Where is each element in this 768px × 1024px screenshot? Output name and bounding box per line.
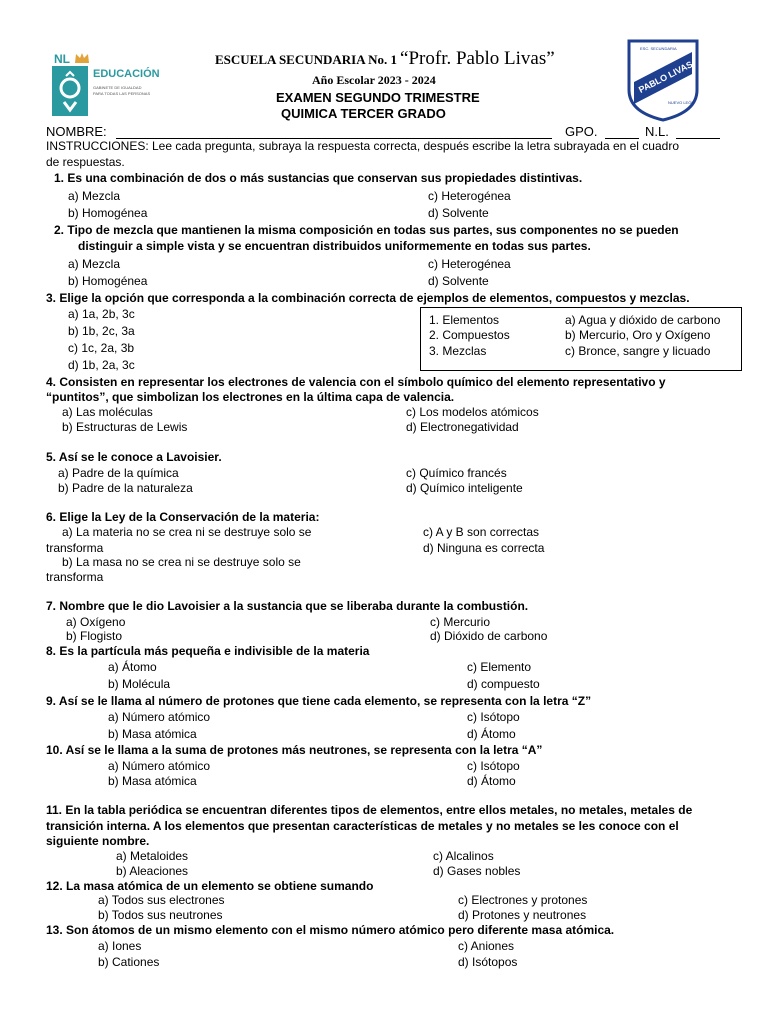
shield-bottom-text: NUEVO LEÓN [668, 100, 695, 105]
q13-option-b[interactable]: b) Cationes [98, 955, 160, 969]
q3-matching-box [420, 307, 742, 371]
q3-option-c[interactable]: c) 1c, 2a, 3b [68, 341, 135, 355]
q1-option-d[interactable]: d) Solvente [428, 206, 489, 220]
q11-option-b[interactable]: b) Aleaciones [116, 864, 189, 878]
name-label: NOMBRE: [46, 124, 107, 139]
question-4-line-2: “puntitos”, que simbolizan los electrones en la última capa de valencia. [46, 390, 455, 404]
q13-option-a[interactable]: a) Iones [98, 939, 142, 953]
q5-option-a[interactable]: a) Padre de la química [58, 466, 179, 480]
q6-option-b-line-1[interactable]: b) La masa no se crea ni se destruye solo se [62, 555, 301, 569]
q2-option-b[interactable]: b) Homogénea [68, 274, 148, 288]
q8-option-a[interactable]: a) Átomo [108, 660, 157, 674]
q9-option-a[interactable]: a) Número atómico [108, 710, 211, 724]
q5-option-c[interactable]: c) Químico francés [406, 466, 507, 480]
question-12: 12. La masa atómica de un elemento se obtiene sumando [46, 879, 374, 893]
q1-option-c[interactable]: c) Heterogénea [428, 189, 511, 203]
q4-option-b[interactable]: b) Estructuras de Lewis [62, 420, 188, 434]
shield-name: PABLO LIVAS [636, 59, 695, 95]
shield-top-text: ESC. SECUNDARIA [640, 46, 677, 51]
q7-option-b[interactable]: b) Flogisto [66, 629, 123, 643]
question-1: 1. Es una combinación de dos o más sustancias que conservan sus propiedades distintivas. [54, 171, 583, 185]
question-11-line-1: 11. En la tabla periódica se encuentran diferentes tipos de elementos, entre ellos metales, no metales, metales de [46, 803, 693, 817]
question-11-line-2: transición interna. A los elementos que presentan características de metales y no metales se les conoce con el [46, 819, 679, 833]
crown-icon [74, 52, 90, 67]
q12-option-d[interactable]: d) Protones y neutrones [458, 908, 587, 922]
question-10: 10. Así se le llama a la suma de protones más neutrones, se representa con la letra “A” [46, 743, 543, 757]
q6-option-c[interactable]: c) A y B son correctas [423, 525, 540, 539]
school-year: Año Escolar 2023 - 2024 [312, 73, 436, 87]
question-6: 6. Elige la Ley de la Conservación de la materia: [46, 510, 320, 524]
q9-option-d[interactable]: d) Átomo [467, 727, 516, 741]
school-name: “Profr. Pablo Livas” [400, 48, 555, 69]
q3-option-d[interactable]: d) 1b, 2a, 3c [68, 358, 135, 372]
q11-option-a[interactable]: a) Metaloides [116, 849, 189, 863]
question-5: 5. Así se le conoce a Lavoisier. [46, 450, 222, 464]
instructions-line-1: INSTRUCCIONES: Lee cada pregunta, subraya la respuesta correcta, después escribe la letra subrayada en el cuadro [46, 139, 679, 153]
q7-option-d[interactable]: d) Dióxido de carbono [430, 629, 548, 643]
q4-option-c[interactable]: c) Los modelos atómicos [406, 405, 539, 419]
q3-option-a[interactable]: a) 1a, 2b, 3c [68, 307, 135, 321]
nl-field[interactable] [676, 138, 720, 139]
school-prefix: ESCUELA SECUNDARIA No. 1 [215, 52, 398, 67]
q9-option-c[interactable]: c) Isótopo [467, 710, 520, 724]
q4-option-a[interactable]: a) Las moléculas [62, 405, 153, 419]
emblem-icon [52, 66, 88, 119]
q10-option-d[interactable]: d) Átomo [467, 774, 516, 788]
q11-option-c[interactable]: c) Alcalinos [433, 849, 494, 863]
question-7: 7. Nombre que le dio Lavoisier a la sustancia que se liberaba durante la combustión. [46, 599, 529, 613]
q6-option-a-line-1[interactable]: a) La materia no se crea ni se destruye solo se [62, 525, 312, 539]
q10-option-a[interactable]: a) Número atómico [108, 759, 211, 773]
q3-box-left-2: 2. Compuestos [429, 328, 510, 342]
logo-nl: NL [54, 52, 70, 66]
q1-option-b[interactable]: b) Homogénea [68, 206, 148, 220]
question-9: 9. Así se le llama al número de protones que tiene cada elemento, se representa con la letra “Z” [46, 694, 592, 708]
q9-option-b[interactable]: b) Masa atómica [108, 727, 197, 741]
q6-option-b-line-2[interactable]: transforma [46, 570, 104, 584]
q3-option-b[interactable]: b) 1b, 2c, 3a [68, 324, 135, 338]
q10-option-c[interactable]: c) Isótopo [467, 759, 520, 773]
exam-subject: QUIMICA TERCER GRADO [281, 106, 446, 121]
q12-option-a[interactable]: a) Todos sus electrones [98, 893, 225, 907]
question-2-line-2: distinguir a simple vista y se encuentran distribuidos uniformemente en todas sus partes. [78, 239, 591, 253]
q1-option-a[interactable]: a) Mezcla [68, 189, 121, 203]
question-13: 13. Son átomos de un mismo elemento con el mismo número atómico pero diferente masa atómica. [46, 923, 615, 937]
question-2-line-1: 2. Tipo de mezcla que mantienen la misma composición en todas sus partes, sus componentes no se pueden [54, 223, 679, 237]
q12-option-c[interactable]: c) Electrones y protones [458, 893, 588, 907]
q6-option-d[interactable]: d) Ninguna es correcta [423, 541, 545, 555]
q10-option-b[interactable]: b) Masa atómica [108, 774, 197, 788]
q4-option-d[interactable]: d) Electronegatividad [406, 420, 519, 434]
exam-title: EXAMEN SEGUNDO TRIMESTRE [276, 90, 480, 105]
q5-option-b[interactable]: b) Padre de la naturaleza [58, 481, 193, 495]
question-4-line-1: 4. Consisten en representar los electrones de valencia con el símbolo químico del elemento representativo y [46, 375, 666, 389]
q6-option-a-line-2[interactable]: transforma [46, 541, 104, 555]
q2-option-d[interactable]: d) Solvente [428, 274, 489, 288]
q3-box-right-3: c) Bronce, sangre y licuado [565, 344, 711, 358]
group-label: GPO. [565, 124, 598, 139]
school-shield-logo [626, 38, 700, 122]
question-11-line-3: siguiente nombre. [46, 834, 150, 848]
q8-option-d[interactable]: d) compuesto [467, 677, 540, 691]
logo-tagline-1: GABINETE DE IGUALDAD [93, 85, 142, 90]
q2-option-a[interactable]: a) Mezcla [68, 257, 121, 271]
logo-tagline-2: PARA TODAS LAS PERSONAS [93, 91, 151, 96]
q11-option-d[interactable]: d) Gases nobles [433, 864, 521, 878]
q12-option-b[interactable]: b) Todos sus neutrones [98, 908, 223, 922]
q3-box-left-1: 1. Elementos [429, 313, 500, 327]
question-8: 8. Es la partícula más pequeña e indivisible de la materia [46, 644, 370, 658]
q3-box-left-3: 3. Mezclas [429, 344, 487, 358]
education-logo [52, 52, 172, 118]
q3-box-right-2: b) Mercurio, Oro y Oxígeno [565, 328, 711, 342]
instructions-line-2: de respuestas. [46, 155, 125, 169]
q7-option-c[interactable]: c) Mercurio [430, 615, 491, 629]
question-3: 3. Elige la opción que corresponda a la combinación correcta de ejemplos de elementos, compuestos y mezclas. [46, 291, 690, 305]
q2-option-c[interactable]: c) Heterogénea [428, 257, 511, 271]
q13-option-d[interactable]: d) Isótopos [458, 955, 518, 969]
q3-box-right-1: a) Agua y dióxido de carbono [565, 313, 721, 327]
q13-option-c[interactable]: c) Aniones [458, 939, 515, 953]
q8-option-b[interactable]: b) Molécula [108, 677, 171, 691]
q5-option-d[interactable]: d) Químico inteligente [406, 481, 523, 495]
q7-option-a[interactable]: a) Oxígeno [66, 615, 126, 629]
school-title [215, 48, 555, 70]
q8-option-c[interactable]: c) Elemento [467, 660, 532, 674]
logo-brand: EDUCACIÓN [93, 68, 160, 80]
nl-label: N.L. [645, 124, 669, 139]
